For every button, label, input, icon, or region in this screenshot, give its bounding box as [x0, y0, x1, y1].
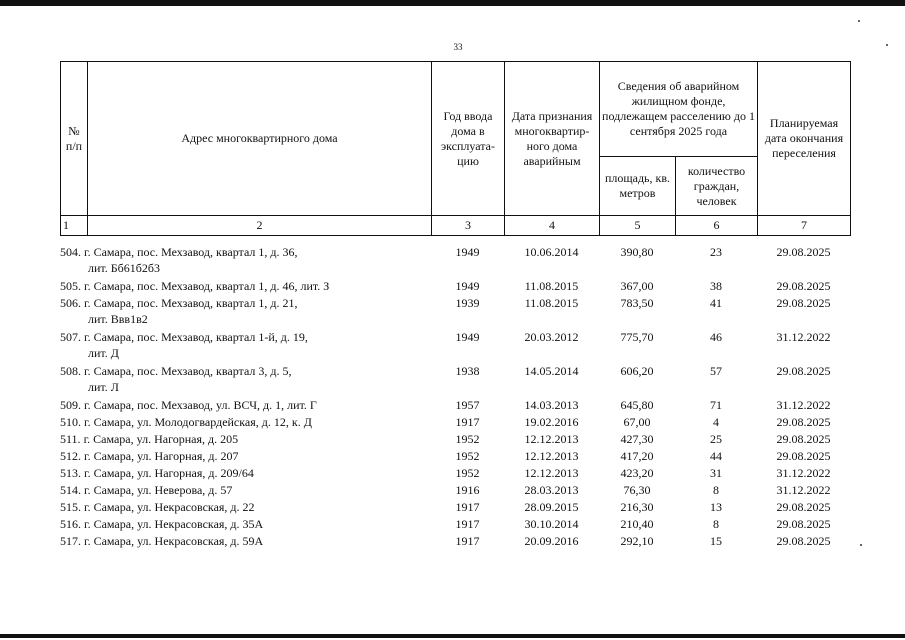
row-number: 514.: [60, 483, 81, 497]
address-line-1: г. Самара, пос. Мехзавод, квартал 1, д. 46, лит. З: [84, 279, 330, 293]
address-cell: [60, 516, 431, 533]
date-cell: 30.10.2014: [524, 517, 579, 531]
header-col-date: Дата признания многоквартир-ного дома аварийным: [505, 62, 600, 216]
date-cell: 14.03.2013: [524, 398, 579, 412]
date-cell: 12.12.2013: [524, 449, 579, 463]
table-row: [60, 363, 850, 397]
year-cell: 1957: [455, 398, 480, 412]
scan-speck: [860, 544, 862, 546]
area-cell: 367,00: [620, 279, 654, 293]
people-cell: 23: [710, 245, 722, 259]
header-number-cell: 7: [758, 216, 851, 236]
people-cell: 4: [713, 415, 719, 429]
address-cell: [60, 499, 431, 516]
header-col-plan: Планируемая дата окончания переселения: [758, 62, 851, 216]
year-cell: 1939: [455, 296, 480, 310]
address-line-1: г. Самара, ул. Нагорная, д. 205: [83, 432, 239, 446]
row-number: 507.: [60, 330, 81, 344]
plan-date-cell: 31.12.2022: [776, 398, 831, 412]
row-number: 515.: [60, 500, 81, 514]
header-number-cell: 5: [600, 216, 676, 236]
address-line-1: г. Самара, ул. Некрасовская, д. 22: [84, 500, 255, 514]
table-row: [60, 414, 850, 431]
address-line-2: лит. Ввв1в2: [88, 312, 148, 326]
people-cell: 8: [713, 517, 719, 531]
row-number: 505.: [60, 279, 81, 293]
table-row: [60, 465, 850, 482]
address-cell: [60, 329, 431, 363]
table-row: [60, 244, 850, 278]
year-cell: 1917: [455, 415, 480, 429]
year-cell: 1949: [455, 245, 480, 259]
table-row: [60, 329, 850, 363]
table-row: [60, 533, 850, 550]
date-cell: 11.08.2015: [524, 296, 579, 310]
address-cell: [60, 533, 431, 550]
table-row: [60, 482, 850, 499]
address-cell: [60, 465, 431, 482]
scan-speck: [858, 20, 860, 22]
address-cell: [60, 295, 431, 329]
people-cell: 71: [710, 398, 722, 412]
header-col-group: Сведения об аварийном жилищном фонде, подлежащем расселению до 1 сентября 2025 года: [600, 62, 758, 157]
area-cell: 210,40: [620, 517, 654, 531]
plan-date-cell: 31.12.2022: [776, 466, 831, 480]
plan-date-cell: 29.08.2025: [776, 449, 831, 463]
year-cell: 1916: [455, 483, 480, 497]
address-line-1: г. Самара, пос. Мехзавод, квартал 1, д. 36,: [84, 245, 298, 259]
year-cell: 1949: [455, 330, 480, 344]
people-cell: 44: [710, 449, 722, 463]
table-row: [60, 397, 850, 414]
area-cell: 67,00: [623, 415, 651, 429]
people-cell: 41: [710, 296, 722, 310]
year-cell: 1952: [455, 466, 480, 480]
address-line-1: г. Самара, ул. Нагорная, д. 209/64: [84, 466, 254, 480]
row-number: 506.: [60, 296, 81, 310]
date-cell: 20.03.2012: [524, 330, 579, 344]
people-cell: 25: [710, 432, 722, 446]
area-cell: 783,50: [620, 296, 654, 310]
address-line-1: г. Самара, пос. Мехзавод, квартал 1-й, д. 19,: [84, 330, 308, 344]
address-line-1: г. Самара, ул. Некрасовская, д. 35А: [84, 517, 264, 531]
date-cell: 12.12.2013: [524, 466, 579, 480]
year-cell: 1952: [455, 449, 480, 463]
people-cell: 46: [710, 330, 722, 344]
address-cell: [60, 448, 431, 465]
date-cell: 28.09.2015: [524, 500, 579, 514]
date-cell: 14.05.2014: [524, 364, 579, 378]
address-cell: [60, 414, 431, 431]
address-cell: [60, 244, 431, 278]
scan-bottom-edge: [0, 634, 905, 638]
people-cell: 31: [710, 466, 722, 480]
area-cell: 645,80: [620, 398, 654, 412]
area-cell: 606,20: [620, 364, 654, 378]
people-cell: 8: [713, 483, 719, 497]
row-number: 517.: [60, 534, 81, 548]
header-col-num: № п/п: [61, 62, 88, 216]
address-cell: [60, 363, 431, 397]
scan-speck: [886, 44, 888, 46]
scan-top-edge: [0, 0, 905, 6]
address-cell: [60, 482, 431, 499]
area-cell: 390,80: [620, 245, 654, 259]
address-line-1: г. Самара, ул. Неверова, д. 57: [84, 483, 233, 497]
plan-date-cell: 29.08.2025: [776, 364, 831, 378]
area-cell: 417,20: [620, 449, 654, 463]
address-line-2: лит. Д: [88, 346, 119, 360]
plan-date-cell: 29.08.2025: [776, 296, 831, 310]
area-cell: 775,70: [620, 330, 654, 344]
address-line-2: лит. Л: [88, 380, 119, 394]
people-cell: 13: [710, 500, 722, 514]
date-cell: 10.06.2014: [524, 245, 579, 259]
plan-date-cell: 29.08.2025: [776, 245, 831, 259]
plan-date-cell: 29.08.2025: [776, 500, 831, 514]
row-number: 509.: [60, 398, 81, 412]
table-row: [60, 499, 850, 516]
area-cell: 423,20: [620, 466, 654, 480]
plan-date-cell: 31.12.2022: [776, 483, 831, 497]
table-row: [60, 431, 850, 448]
people-cell: 57: [710, 364, 722, 378]
date-cell: 12.12.2013: [524, 432, 579, 446]
date-cell: 28.03.2013: [524, 483, 579, 497]
plan-date-cell: 29.08.2025: [776, 415, 831, 429]
header-number-cell: 1: [61, 216, 88, 236]
area-cell: 427,30: [620, 432, 654, 446]
data-table: [60, 244, 850, 550]
row-number: 513.: [60, 466, 81, 480]
table-row: [60, 516, 850, 533]
header-col-address: Адрес многоквартирного дома: [88, 62, 432, 216]
address-line-1: г. Самара, ул. Нагорная, д. 207: [84, 449, 239, 463]
row-number: 511.: [60, 432, 81, 446]
address-line-1: г. Самара, пос. Мехзавод, ул. ВСЧ, д. 1, лит. Г: [84, 398, 317, 412]
plan-date-cell: 29.08.2025: [776, 534, 831, 548]
row-number: 512.: [60, 449, 81, 463]
year-cell: 1917: [455, 534, 480, 548]
people-cell: 38: [710, 279, 722, 293]
address-cell: [60, 278, 431, 295]
year-cell: 1952: [455, 432, 480, 446]
header-number-cell: 4: [505, 216, 600, 236]
address-cell: [60, 397, 431, 414]
year-cell: 1949: [455, 279, 480, 293]
header-col-year: Год ввода дома в эксплуата-цию: [432, 62, 505, 216]
year-cell: 1938: [455, 364, 480, 378]
address-line-1: г. Самара, пос. Мехзавод, квартал 1, д. 21,: [84, 296, 298, 310]
table-header: [60, 61, 851, 236]
row-number: 508.: [60, 364, 81, 378]
address-line-1: г. Самара, ул. Некрасовская, д. 59А: [84, 534, 264, 548]
row-number: 504.: [60, 245, 81, 259]
address-cell: [60, 431, 431, 448]
plan-date-cell: 29.08.2025: [776, 517, 831, 531]
address-line-1: г. Самара, ул. Молодогвардейская, д. 12, к. Д: [84, 415, 312, 429]
address-line-2: лит. Бб61б2б3: [88, 261, 160, 275]
date-cell: 11.08.2015: [524, 279, 579, 293]
date-cell: 20.09.2016: [524, 534, 579, 548]
header-number-cell: 3: [432, 216, 505, 236]
plan-date-cell: 29.08.2025: [776, 279, 831, 293]
header-number-cell: 2: [88, 216, 432, 236]
row-number: 510.: [60, 415, 81, 429]
area-cell: 292,10: [620, 534, 654, 548]
page-number: 33: [453, 42, 463, 52]
people-cell: 15: [710, 534, 722, 548]
year-cell: 1917: [455, 500, 480, 514]
header-col-area: площадь, кв. метров: [600, 157, 676, 216]
row-number: 516.: [60, 517, 81, 531]
area-cell: 216,30: [620, 500, 654, 514]
year-cell: 1917: [455, 517, 480, 531]
table-row: [60, 448, 850, 465]
area-cell: 76,30: [623, 483, 651, 497]
plan-date-cell: 31.12.2022: [776, 330, 831, 344]
table-row: [60, 278, 850, 295]
plan-date-cell: 29.08.2025: [776, 432, 831, 446]
header-number-cell: 6: [676, 216, 758, 236]
date-cell: 19.02.2016: [524, 415, 579, 429]
header-col-people: количество граждан, человек: [676, 157, 758, 216]
table-row: [60, 295, 850, 329]
address-line-1: г. Самара, пос. Мехзавод, квартал 3, д. 5,: [84, 364, 292, 378]
